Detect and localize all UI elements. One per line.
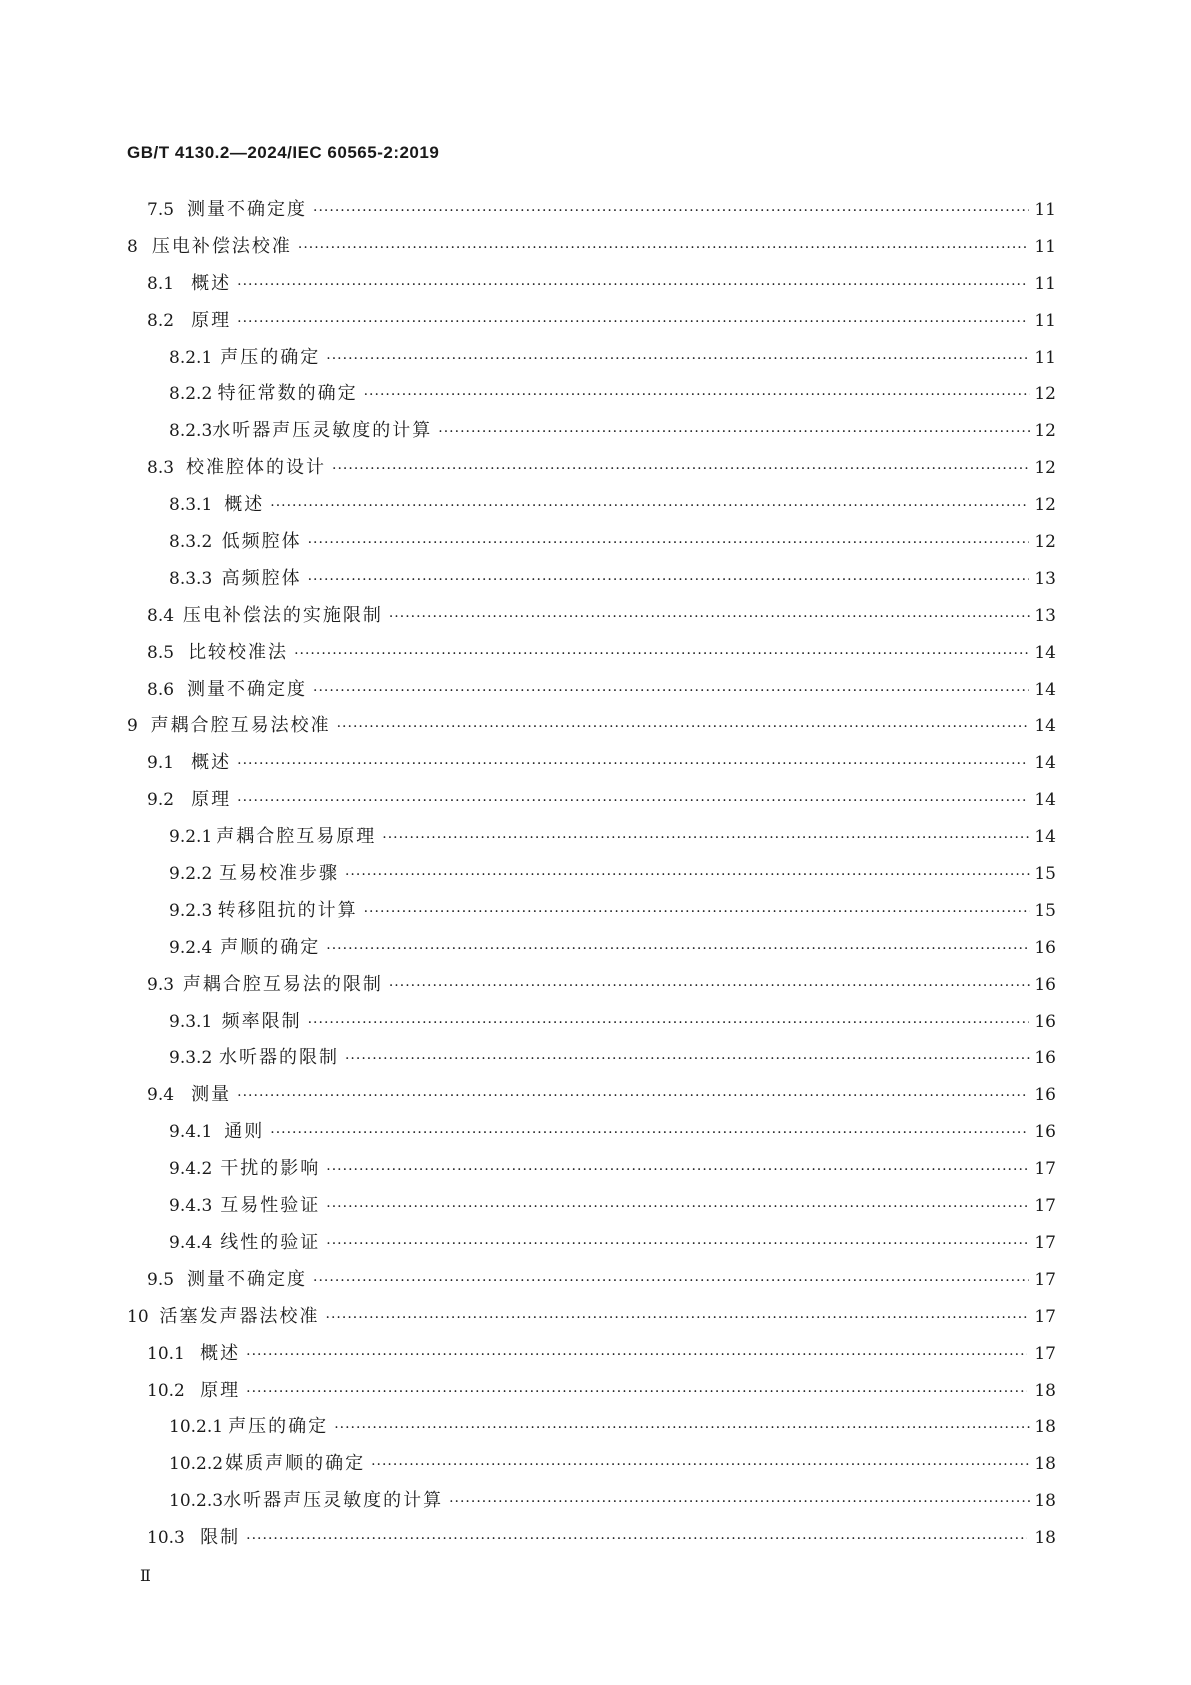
toc-entry[interactable] [127, 524, 1056, 561]
dot-leader [298, 230, 1029, 267]
toc-entry[interactable] [127, 745, 1056, 782]
toc-entry-page: 11 [1034, 347, 1056, 368]
toc-entry-title: 声耦合腔互易法校准 [150, 715, 331, 737]
dot-leader [389, 968, 1031, 1005]
toc-entry-number: 8 [127, 236, 138, 257]
toc-entry-number: 9 [127, 716, 138, 737]
toc-entry-number: 9.2.3 [169, 900, 213, 921]
toc-entry-title: 测量不确定度 [187, 678, 308, 700]
toc-entry-number: 9.2 [147, 790, 175, 811]
toc-entry-page: 15 [1034, 864, 1056, 885]
toc-entry-page: 18 [1034, 1528, 1056, 1549]
toc-entry[interactable] [127, 266, 1056, 303]
toc-entry-page: 14 [1034, 827, 1056, 848]
toc-entry-page: 17 [1034, 1196, 1056, 1217]
toc-entry-page: 14 [1034, 679, 1056, 700]
toc-entry-number: 9.5 [147, 1269, 175, 1290]
toc-entry-title: 声耦合腔互易法的限制 [182, 973, 383, 995]
toc-entry-title: 概述 [200, 1342, 241, 1364]
toc-entry-title: 水听器声压灵敏度的计算 [223, 1490, 444, 1512]
toc-entry[interactable] [127, 192, 1056, 229]
toc-entry-title: 测量不确定度 [187, 1268, 308, 1290]
toc-entry-number: 10.3 [147, 1528, 185, 1549]
dot-leader [237, 304, 1027, 341]
toc-entry-page: 17 [1034, 1159, 1056, 1180]
toc-entry[interactable] [127, 1225, 1056, 1262]
toc-entry-title: 压电补偿法校准 [151, 235, 292, 257]
toc-entry-title: 媒质声顺的确定 [225, 1453, 366, 1475]
toc-entry-title: 互易校准步骤 [218, 863, 339, 885]
toc-entry[interactable] [127, 561, 1056, 598]
toc-entry[interactable] [127, 672, 1056, 709]
toc-entry-page: 15 [1034, 900, 1056, 921]
toc-entry-title: 水听器声压灵敏度的计算 [212, 420, 433, 442]
toc-entry[interactable] [127, 819, 1056, 856]
toc-entry[interactable] [127, 1004, 1056, 1041]
toc-entry[interactable] [127, 1114, 1056, 1151]
toc-entry-number: 9.2.2 [169, 864, 213, 885]
toc-entry-number: 9.3.2 [169, 1048, 213, 1069]
dot-leader [326, 1152, 1029, 1189]
toc-entry[interactable] [127, 340, 1056, 377]
toc-entry[interactable] [127, 856, 1056, 893]
toc-entry-page: 12 [1034, 458, 1056, 479]
toc-entry-number: 10.2.2 [169, 1454, 224, 1475]
toc-entry-number: 8.6 [147, 679, 175, 700]
toc-entry[interactable] [127, 413, 1056, 450]
dot-leader [308, 525, 1030, 562]
dot-leader [313, 673, 1029, 710]
toc-entry-page: 16 [1034, 1048, 1056, 1069]
toc-entry-number: 9.2.4 [169, 937, 213, 958]
dot-leader [237, 1078, 1027, 1115]
toc-entry-number: 9.4.4 [169, 1232, 213, 1253]
toc-entry-number: 8.5 [147, 642, 175, 663]
dot-leader [438, 414, 1030, 451]
toc-entry[interactable] [127, 1077, 1056, 1114]
toc-entry[interactable] [127, 229, 1056, 266]
toc-entry-number: 8.3.2 [169, 532, 213, 553]
table-of-contents [127, 192, 1056, 1557]
dot-leader [313, 193, 1029, 230]
toc-entry-number: 9.3.1 [169, 1011, 213, 1032]
dot-leader [237, 267, 1027, 304]
dot-leader [326, 341, 1029, 378]
toc-entry-number: 9.1 [147, 753, 175, 774]
toc-entry-page: 17 [1034, 1306, 1056, 1327]
toc-entry-number: 10.1 [147, 1343, 185, 1364]
dot-leader [270, 488, 1028, 525]
toc-entry-title: 声耦合腔互易原理 [216, 826, 377, 848]
toc-entry-page: 13 [1034, 568, 1056, 589]
toc-entry-number: 8.2 [147, 310, 175, 331]
toc-entry-number: 8.2.2 [169, 384, 213, 405]
toc-entry[interactable] [127, 1299, 1056, 1336]
toc-entry-title: 线性的验证 [220, 1231, 321, 1253]
toc-entry[interactable] [127, 1040, 1056, 1077]
dot-leader [345, 857, 1030, 894]
toc-entry-title: 高频腔体 [221, 567, 302, 589]
toc-entry-title: 限制 [200, 1527, 241, 1549]
dot-leader [237, 783, 1027, 820]
toc-entry[interactable] [127, 967, 1056, 1004]
dot-leader [270, 1115, 1028, 1152]
toc-entry-page: 16 [1034, 974, 1056, 995]
toc-entry-page: 11 [1034, 200, 1056, 220]
toc-entry[interactable] [127, 1409, 1056, 1446]
toc-entry-page: 14 [1034, 642, 1056, 663]
toc-entry-title: 测量不确定度 [187, 199, 308, 220]
toc-entry-page: 14 [1034, 753, 1056, 774]
toc-entry-page: 12 [1034, 495, 1056, 516]
dot-leader [246, 1374, 1027, 1411]
toc-entry-title: 声压的确定 [220, 346, 321, 368]
toc-entry-page: 11 [1034, 310, 1056, 331]
dot-leader [313, 1263, 1029, 1300]
toc-entry-title: 低频腔体 [221, 531, 302, 553]
dot-leader [326, 1189, 1029, 1226]
toc-entry-number: 9.4.2 [169, 1159, 213, 1180]
toc-entry-title: 原理 [200, 1379, 241, 1401]
toc-entry-title: 校准腔体的设计 [186, 457, 327, 479]
dot-leader [326, 1300, 1030, 1337]
toc-entry[interactable] [127, 1336, 1056, 1373]
toc-entry-title: 概述 [191, 272, 232, 294]
toc-entry-page: 14 [1034, 716, 1056, 737]
toc-entry-title: 频率限制 [221, 1010, 302, 1032]
toc-entry[interactable] [127, 893, 1056, 930]
toc-entry-title: 活塞发声器法校准 [159, 1305, 320, 1327]
toc-entry-page: 16 [1034, 1085, 1056, 1106]
toc-entry-page: 18 [1034, 1380, 1056, 1401]
toc-entry-number: 9.2.1 [169, 827, 213, 848]
toc-entry-page: 18 [1034, 1491, 1056, 1512]
dot-leader [332, 451, 1030, 488]
toc-entry-title: 概述 [191, 752, 232, 774]
toc-entry-page: 17 [1034, 1343, 1056, 1364]
dot-leader [371, 1447, 1030, 1484]
toc-entry[interactable] [127, 1151, 1056, 1188]
toc-entry-page: 18 [1034, 1454, 1056, 1475]
toc-entry-title: 原理 [191, 789, 232, 811]
toc-entry-title: 测量 [191, 1084, 232, 1106]
toc-entry-title: 特征常数的确定 [217, 383, 358, 405]
toc-entry-page: 17 [1034, 1232, 1056, 1253]
dot-leader [337, 709, 1031, 746]
dot-leader [308, 1005, 1030, 1042]
dot-leader [326, 1226, 1029, 1263]
dot-leader [246, 1337, 1027, 1374]
dot-leader [294, 636, 1029, 673]
toc-entry-page: 11 [1034, 273, 1056, 294]
toc-entry[interactable] [127, 598, 1056, 635]
dot-leader [308, 562, 1030, 599]
toc-entry-number: 9.4 [147, 1085, 175, 1106]
toc-entry[interactable] [127, 635, 1056, 672]
dot-leader [246, 1521, 1027, 1558]
page-number: Ⅱ [140, 1568, 151, 1585]
dot-leader [389, 599, 1031, 636]
dot-leader [345, 1041, 1030, 1078]
dot-leader [334, 1410, 1030, 1447]
toc-entry-title: 压电补偿法的实施限制 [182, 604, 383, 626]
toc-entry-title: 水听器的限制 [218, 1047, 339, 1069]
toc-entry-number: 10.2 [147, 1380, 185, 1401]
toc-entry-number: 8.4 [147, 605, 175, 626]
toc-entry-number: 9.4.1 [169, 1122, 213, 1143]
toc-entry-page: 14 [1034, 790, 1056, 811]
toc-entry-number: 9.4.3 [169, 1196, 213, 1217]
toc-entry-page: 18 [1034, 1417, 1056, 1438]
dot-leader [364, 894, 1031, 931]
toc-entry-title: 声压的确定 [228, 1416, 329, 1438]
toc-entry-number: 10 [127, 1306, 149, 1327]
toc-entry-page: 13 [1034, 605, 1056, 626]
toc-entry[interactable] [127, 1262, 1056, 1299]
toc-entry[interactable] [127, 376, 1056, 413]
toc-entry-number: 10.2.3 [169, 1491, 224, 1512]
toc-entry[interactable] [127, 1373, 1056, 1410]
toc-entry[interactable] [127, 303, 1056, 340]
toc-entry-page: 16 [1034, 1011, 1056, 1032]
toc-entry-title: 概述 [224, 494, 265, 516]
toc-entry-title: 通则 [224, 1121, 265, 1143]
toc-entry-number: 8.2.3 [169, 421, 213, 442]
toc-entry-page: 12 [1034, 421, 1056, 442]
toc-entry-page: 16 [1034, 1122, 1056, 1143]
standard-code-header: GB/T 4130.2—2024/IEC 60565-2:2019 [127, 143, 440, 162]
toc-entry-number: 9.3 [147, 974, 175, 995]
dot-leader [326, 931, 1029, 968]
toc-entry[interactable] [127, 930, 1056, 967]
toc-entry-number: 10.2.1 [169, 1417, 224, 1438]
toc-entry-number: 7.5 [147, 200, 175, 220]
dot-leader [237, 746, 1027, 783]
toc-entry[interactable] [127, 1520, 1056, 1557]
toc-entry[interactable] [127, 1483, 1056, 1520]
toc-entry[interactable] [127, 487, 1056, 524]
toc-entry-title: 声顺的确定 [220, 936, 321, 958]
toc-entry-title: 转移阻抗的计算 [217, 899, 358, 921]
dot-leader [364, 377, 1031, 414]
toc-entry-title: 干扰的影响 [220, 1158, 321, 1180]
toc-entry[interactable] [127, 782, 1056, 819]
dot-leader [449, 1484, 1030, 1521]
toc-entry[interactable] [127, 1446, 1056, 1483]
toc-entry-number: 8.3 [147, 458, 175, 479]
toc-entry-title: 比较校准法 [188, 641, 289, 663]
toc-entry-number: 8.3.1 [169, 495, 213, 516]
toc-entry-page: 16 [1034, 937, 1056, 958]
toc-entry-title: 原理 [191, 309, 232, 331]
toc-entry-page: 12 [1034, 532, 1056, 553]
dot-leader [382, 820, 1030, 857]
toc-entry[interactable] [127, 708, 1056, 745]
toc-entry-number: 8.3.3 [169, 568, 213, 589]
toc-entry-page: 17 [1034, 1269, 1056, 1290]
toc-entry-number: 8.2.1 [169, 347, 213, 368]
toc-entry-title: 互易性验证 [220, 1195, 321, 1217]
toc-entry-number: 8.1 [147, 273, 175, 294]
toc-entry[interactable] [127, 450, 1056, 487]
toc-entry-page: 11 [1034, 236, 1056, 257]
toc-entry-page: 12 [1034, 384, 1056, 405]
toc-entry[interactable] [127, 1188, 1056, 1225]
